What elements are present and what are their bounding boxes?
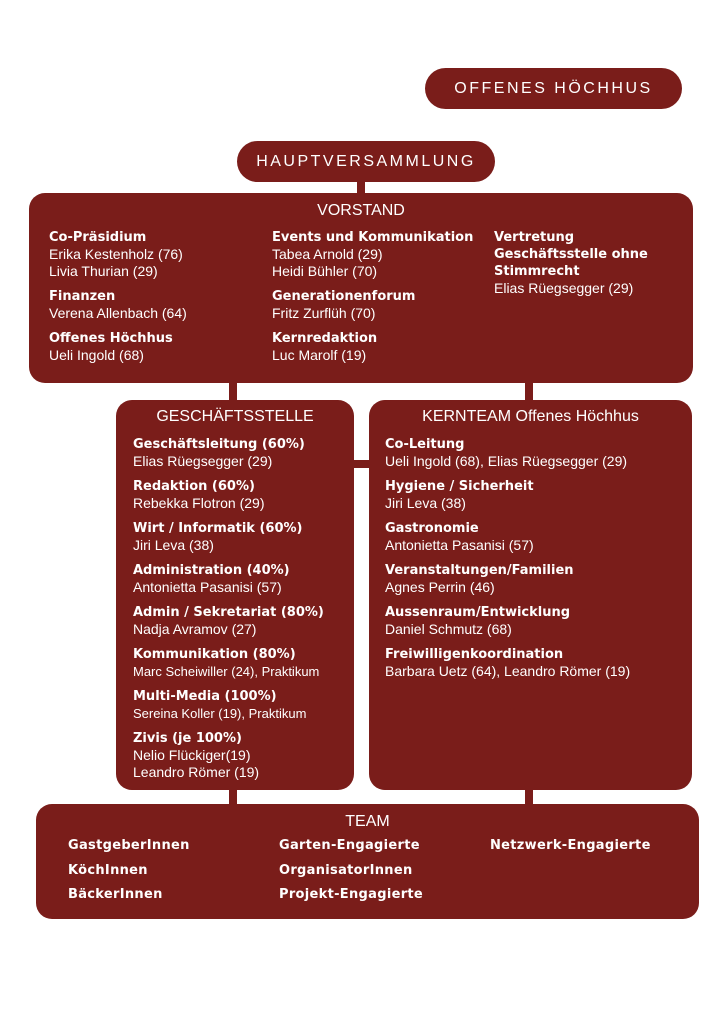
role-label: Gastronomie: [385, 521, 479, 536]
vorstand-item: [272, 229, 494, 280]
vorstand-item: [272, 330, 494, 364]
role-label: Zivis (je 100%): [133, 731, 242, 746]
geschaeftsstelle-box: [116, 400, 354, 790]
role-label: Kommunikation (80%): [133, 647, 296, 662]
role-label: Finanzen: [49, 289, 116, 304]
kernteam-item: [385, 562, 685, 596]
team-column-2: [279, 834, 489, 908]
team-role: Garten-Engagierte: [279, 838, 420, 853]
team-title: TEAM: [345, 813, 390, 830]
person-name: Erika Kestenholz (76): [49, 246, 183, 262]
role-label: Co-Präsidium: [49, 230, 147, 245]
person-name: Nadja Avramov (27): [133, 621, 257, 637]
vorstand-column-2: [272, 229, 494, 372]
assembly-label: HAUPTVERSAMMLUNG: [256, 153, 476, 170]
role-label: Events und Kommunikation: [272, 230, 474, 245]
kernteam-item: [385, 646, 685, 680]
role-label: Veranstaltungen/Familien: [385, 563, 574, 578]
vorstand-box: [29, 193, 693, 383]
person-name: Daniel Schmutz (68): [385, 621, 512, 637]
vorstand-item: [49, 229, 264, 280]
kernteam-item: [385, 478, 685, 512]
person-name: Luc Marolf (19): [272, 347, 367, 363]
assembly-node: [237, 141, 495, 182]
role-label: Co-Leitung: [385, 437, 465, 452]
kernteam-list: [385, 436, 685, 688]
role-label: Kernredaktion: [272, 331, 378, 346]
person-name: Elias Rüegsegger (29): [133, 453, 273, 469]
role-label: Redaktion (60%): [133, 479, 255, 494]
vorstand-title: VORSTAND: [317, 202, 405, 219]
role-label: Wirt / Informatik (60%): [133, 521, 303, 536]
geschaeftsstelle-item: [133, 604, 351, 638]
connector-vorstand-geschaeftsstelle: [229, 382, 237, 402]
role-label: Freiwilligenkoordination: [385, 647, 564, 662]
team-role: OrganisatorInnen: [279, 862, 413, 878]
person-name: Ueli Ingold (68): [49, 347, 144, 363]
geschaeftsstelle-item: [133, 646, 351, 680]
person-name: Agnes Perrin (46): [385, 579, 495, 595]
geschaeftsstelle-item: [133, 730, 351, 781]
vorstand-item: [272, 288, 494, 322]
role-label: Multi-Media (100%): [133, 689, 277, 704]
person-name: Heidi Bühler (70): [272, 263, 378, 279]
team-column-1: [68, 834, 268, 908]
brand-label: OFFENES HÖCHHUS: [454, 80, 653, 97]
role-label: Hygiene / Sicherheit: [385, 479, 534, 494]
role-label: Vertretung Geschäftsstelle ohne Stimmrecht: [494, 230, 648, 279]
connector-vorstand-kernteam: [525, 382, 533, 402]
person-name: Verena Allenbach (64): [49, 305, 187, 321]
vorstand-column-1: [49, 229, 264, 372]
kernteam-item: [385, 520, 685, 554]
vorstand-item: [49, 330, 264, 364]
team-box: [36, 804, 699, 919]
person-name: Marc Scheiwiller (24), Praktikum: [133, 664, 320, 679]
team-role: KöchInnen: [68, 862, 148, 878]
kernteam-item: [385, 436, 685, 470]
kernteam-item: [385, 604, 685, 638]
geschaeftsstelle-item: [133, 520, 351, 554]
person-name: Livia Thurian (29): [49, 263, 158, 279]
person-name: Tabea Arnold (29): [272, 246, 383, 262]
person-name: Sereina Koller (19), Praktikum: [133, 706, 307, 721]
person-name: Antonietta Pasanisi (57): [133, 579, 282, 595]
person-name: Barbara Uetz (64), Leandro Römer (19): [385, 663, 631, 679]
geschaeftsstelle-item: [133, 478, 351, 512]
person-name: Antonietta Pasanisi (57): [385, 537, 534, 553]
person-name: Jiri Leva (38): [385, 495, 466, 511]
connector-assembly-vorstand: [357, 180, 365, 194]
role-label: Admin / Sekretariat (80%): [133, 605, 324, 620]
brand-badge: [425, 68, 682, 109]
geschaeftsstelle-item: [133, 436, 351, 470]
role-label: Administration (40%): [133, 563, 290, 578]
team-role: BäckerInnen: [68, 887, 163, 902]
role-label: Geschäftsleitung (60%): [133, 437, 305, 452]
person-name: Nelio Flückiger(19): [133, 747, 251, 763]
team-role: GastgeberInnen: [68, 838, 190, 853]
person-name: Rebekka Flotron (29): [133, 495, 265, 511]
geschaeftsstelle-list: [133, 436, 351, 789]
role-label: Offenes Höchhus: [49, 331, 173, 346]
geschaeftsstelle-title: GESCHÄFTSSTELLE: [156, 408, 314, 425]
team-column-3: [490, 834, 690, 859]
kernteam-box: [369, 400, 692, 790]
vorstand-item: [494, 229, 684, 297]
kernteam-title: KERNTEAM Offenes Höchhus: [422, 408, 639, 425]
person-name: Jiri Leva (38): [133, 537, 214, 553]
team-role: Netzwerk-Engagierte: [490, 838, 651, 853]
person-name: Elias Rüegsegger (29): [494, 280, 634, 296]
geschaeftsstelle-item: [133, 688, 351, 722]
role-label: Generationenforum: [272, 289, 416, 304]
person-name: Fritz Zurflüh (70): [272, 305, 376, 321]
team-role: Projekt-Engagierte: [279, 887, 424, 902]
vorstand-item: [49, 288, 264, 322]
role-label: Aussenraum/Entwicklung: [385, 605, 571, 620]
vorstand-column-3: [494, 229, 684, 305]
person-name: Ueli Ingold (68), Elias Rüegsegger (29): [385, 453, 628, 469]
person-name: Leandro Römer (19): [133, 764, 260, 780]
geschaeftsstelle-item: [133, 562, 351, 596]
